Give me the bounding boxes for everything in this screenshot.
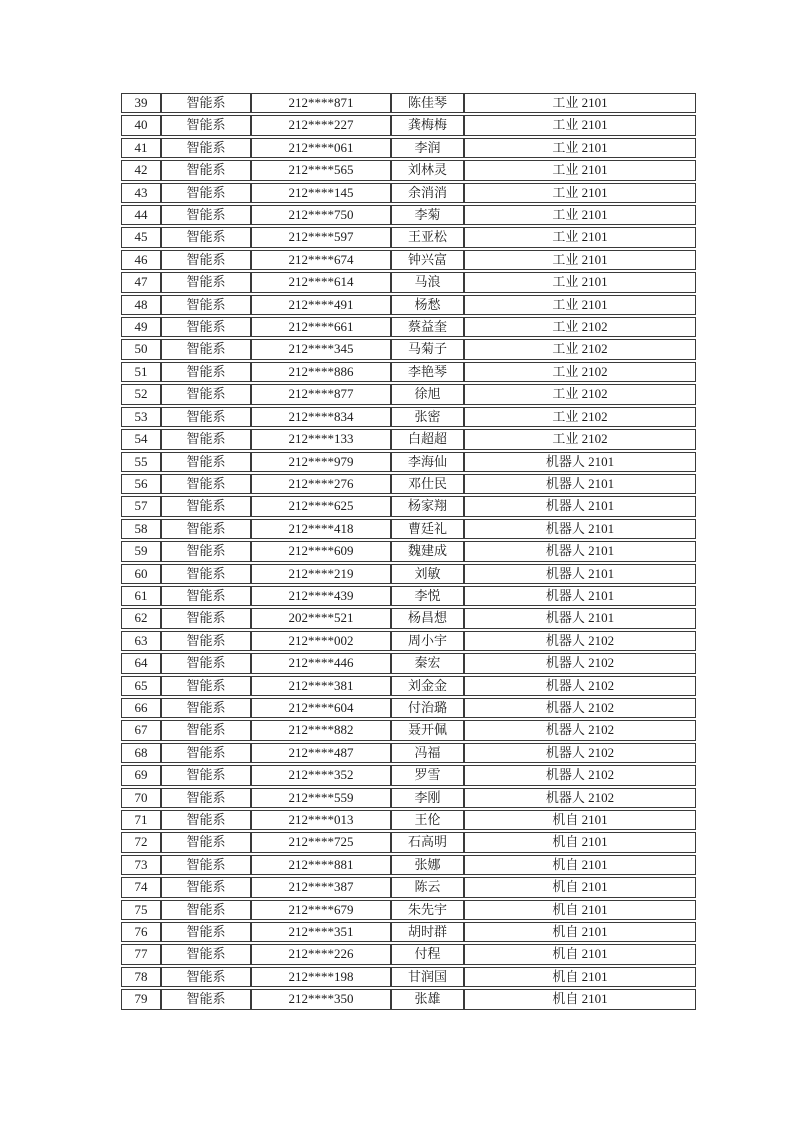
cell-department: 智能系 — [161, 720, 251, 740]
cell-row-number: 49 — [121, 317, 161, 337]
cell-class: 机自 2101 — [464, 900, 696, 920]
cell-row-number: 75 — [121, 900, 161, 920]
cell-row-number: 58 — [121, 519, 161, 539]
cell-row-number: 78 — [121, 967, 161, 987]
cell-student-name: 白超超 — [391, 429, 464, 449]
table-row — [121, 832, 696, 852]
cell-department: 智能系 — [161, 877, 251, 897]
cell-student-id: 212****387 — [251, 877, 391, 897]
table-row — [121, 339, 696, 359]
cell-department: 智能系 — [161, 474, 251, 494]
cell-department: 智能系 — [161, 160, 251, 180]
cell-student-name: 马菊子 — [391, 339, 464, 359]
cell-row-number: 69 — [121, 765, 161, 785]
table-row — [121, 564, 696, 584]
cell-row-number: 46 — [121, 250, 161, 270]
cell-department: 智能系 — [161, 900, 251, 920]
cell-class: 机器人 2102 — [464, 653, 696, 673]
cell-student-id: 212****979 — [251, 452, 391, 472]
cell-student-name: 刘金金 — [391, 676, 464, 696]
cell-student-id: 212****446 — [251, 653, 391, 673]
cell-student-id: 212****614 — [251, 272, 391, 292]
cell-department: 智能系 — [161, 743, 251, 763]
table-row — [121, 743, 696, 763]
cell-department: 智能系 — [161, 452, 251, 472]
cell-row-number: 50 — [121, 339, 161, 359]
table-row — [121, 362, 696, 382]
cell-class: 机器人 2101 — [464, 541, 696, 561]
cell-student-name: 魏建成 — [391, 541, 464, 561]
cell-class: 机器人 2101 — [464, 519, 696, 539]
cell-class: 机自 2101 — [464, 944, 696, 964]
cell-student-id: 212****226 — [251, 944, 391, 964]
student-table-body — [121, 93, 696, 1010]
cell-department: 智能系 — [161, 496, 251, 516]
cell-department: 智能系 — [161, 339, 251, 359]
cell-row-number: 51 — [121, 362, 161, 382]
cell-student-id: 212****625 — [251, 496, 391, 516]
cell-student-id: 212****750 — [251, 205, 391, 225]
cell-class: 工业 2101 — [464, 272, 696, 292]
table-row — [121, 93, 696, 113]
cell-row-number: 70 — [121, 788, 161, 808]
cell-student-name: 杨家翔 — [391, 496, 464, 516]
cell-class: 机自 2101 — [464, 877, 696, 897]
table-row — [121, 788, 696, 808]
cell-class: 工业 2101 — [464, 115, 696, 135]
cell-student-id: 212****597 — [251, 227, 391, 247]
cell-student-id: 212****559 — [251, 788, 391, 808]
cell-department: 智能系 — [161, 519, 251, 539]
cell-department: 智能系 — [161, 295, 251, 315]
table-row — [121, 608, 696, 628]
cell-student-id: 212****418 — [251, 519, 391, 539]
cell-student-name: 余消消 — [391, 183, 464, 203]
cell-student-name: 付程 — [391, 944, 464, 964]
cell-student-id: 212****276 — [251, 474, 391, 494]
cell-student-id: 212****133 — [251, 429, 391, 449]
table-row — [121, 586, 696, 606]
cell-student-id: 212****227 — [251, 115, 391, 135]
table-row — [121, 295, 696, 315]
student-table — [121, 91, 696, 1012]
table-row — [121, 720, 696, 740]
cell-department: 智能系 — [161, 205, 251, 225]
cell-row-number: 68 — [121, 743, 161, 763]
cell-student-name: 张雄 — [391, 989, 464, 1009]
cell-student-name: 胡时群 — [391, 922, 464, 942]
table-row — [121, 541, 696, 561]
cell-department: 智能系 — [161, 138, 251, 158]
cell-student-name: 陈佳琴 — [391, 93, 464, 113]
cell-class: 机自 2101 — [464, 832, 696, 852]
cell-row-number: 59 — [121, 541, 161, 561]
table-row — [121, 474, 696, 494]
table-row — [121, 183, 696, 203]
cell-class: 机器人 2101 — [464, 586, 696, 606]
cell-student-name: 马浪 — [391, 272, 464, 292]
cell-department: 智能系 — [161, 765, 251, 785]
cell-department: 智能系 — [161, 631, 251, 651]
cell-student-id: 212****834 — [251, 407, 391, 427]
cell-student-name: 罗雪 — [391, 765, 464, 785]
cell-student-name: 张密 — [391, 407, 464, 427]
table-row — [121, 989, 696, 1009]
table-row — [121, 496, 696, 516]
cell-class: 工业 2101 — [464, 93, 696, 113]
cell-student-id: 212****061 — [251, 138, 391, 158]
cell-student-id: 212****491 — [251, 295, 391, 315]
cell-class: 工业 2101 — [464, 227, 696, 247]
cell-student-name: 刘敏 — [391, 564, 464, 584]
cell-class: 机器人 2101 — [464, 608, 696, 628]
cell-row-number: 48 — [121, 295, 161, 315]
cell-department: 智能系 — [161, 272, 251, 292]
cell-student-id: 212****725 — [251, 832, 391, 852]
cell-student-name: 杨昌想 — [391, 608, 464, 628]
cell-student-name: 钟兴富 — [391, 250, 464, 270]
cell-student-name: 石高明 — [391, 832, 464, 852]
cell-student-name: 李刚 — [391, 788, 464, 808]
cell-department: 智能系 — [161, 788, 251, 808]
cell-student-id: 212****219 — [251, 564, 391, 584]
table-row — [121, 250, 696, 270]
cell-row-number: 61 — [121, 586, 161, 606]
cell-student-id: 212****881 — [251, 855, 391, 875]
cell-department: 智能系 — [161, 317, 251, 337]
cell-student-name: 王亚松 — [391, 227, 464, 247]
cell-department: 智能系 — [161, 250, 251, 270]
cell-student-id: 202****521 — [251, 608, 391, 628]
table-row — [121, 855, 696, 875]
table-row — [121, 877, 696, 897]
cell-department: 智能系 — [161, 586, 251, 606]
cell-department: 智能系 — [161, 407, 251, 427]
cell-row-number: 64 — [121, 653, 161, 673]
cell-student-name: 邓仕民 — [391, 474, 464, 494]
cell-department: 智能系 — [161, 810, 251, 830]
cell-department: 智能系 — [161, 227, 251, 247]
cell-student-name: 李润 — [391, 138, 464, 158]
cell-student-name: 朱先宇 — [391, 900, 464, 920]
table-row — [121, 653, 696, 673]
cell-row-number: 71 — [121, 810, 161, 830]
cell-row-number: 44 — [121, 205, 161, 225]
table-row — [121, 160, 696, 180]
cell-class: 机器人 2102 — [464, 631, 696, 651]
cell-student-id: 212****871 — [251, 93, 391, 113]
table-row — [121, 317, 696, 337]
cell-class: 工业 2101 — [464, 205, 696, 225]
cell-class: 机自 2101 — [464, 855, 696, 875]
cell-department: 智能系 — [161, 183, 251, 203]
cell-student-id: 212****565 — [251, 160, 391, 180]
cell-student-name: 龚梅梅 — [391, 115, 464, 135]
cell-student-id: 212****345 — [251, 339, 391, 359]
cell-class: 工业 2101 — [464, 138, 696, 158]
cell-department: 智能系 — [161, 541, 251, 561]
cell-student-id: 212****145 — [251, 183, 391, 203]
cell-student-name: 曹廷礼 — [391, 519, 464, 539]
table-row — [121, 452, 696, 472]
cell-class: 机器人 2102 — [464, 788, 696, 808]
cell-class: 机自 2101 — [464, 922, 696, 942]
cell-department: 智能系 — [161, 967, 251, 987]
cell-row-number: 74 — [121, 877, 161, 897]
cell-student-id: 212****882 — [251, 720, 391, 740]
cell-student-id: 212****674 — [251, 250, 391, 270]
cell-student-name: 秦宏 — [391, 653, 464, 673]
table-row — [121, 429, 696, 449]
cell-class: 工业 2102 — [464, 384, 696, 404]
table-row — [121, 631, 696, 651]
cell-student-id: 212****198 — [251, 967, 391, 987]
cell-class: 机器人 2102 — [464, 676, 696, 696]
cell-student-id: 212****604 — [251, 698, 391, 718]
cell-row-number: 42 — [121, 160, 161, 180]
cell-row-number: 53 — [121, 407, 161, 427]
cell-student-name: 王伦 — [391, 810, 464, 830]
cell-row-number: 41 — [121, 138, 161, 158]
cell-student-name: 刘林灵 — [391, 160, 464, 180]
cell-row-number: 63 — [121, 631, 161, 651]
cell-row-number: 79 — [121, 989, 161, 1009]
cell-row-number: 67 — [121, 720, 161, 740]
cell-student-name: 冯福 — [391, 743, 464, 763]
table-row — [121, 765, 696, 785]
cell-class: 工业 2102 — [464, 362, 696, 382]
cell-class: 工业 2102 — [464, 339, 696, 359]
table-row — [121, 944, 696, 964]
cell-student-id: 212****439 — [251, 586, 391, 606]
cell-row-number: 77 — [121, 944, 161, 964]
cell-row-number: 47 — [121, 272, 161, 292]
cell-student-id: 212****013 — [251, 810, 391, 830]
cell-class: 工业 2102 — [464, 407, 696, 427]
cell-row-number: 43 — [121, 183, 161, 203]
cell-department: 智能系 — [161, 608, 251, 628]
cell-student-id: 212****381 — [251, 676, 391, 696]
cell-student-name: 甘润国 — [391, 967, 464, 987]
cell-class: 机器人 2102 — [464, 720, 696, 740]
cell-row-number: 62 — [121, 608, 161, 628]
cell-student-name: 李菊 — [391, 205, 464, 225]
cell-student-id: 212****002 — [251, 631, 391, 651]
table-row — [121, 138, 696, 158]
cell-class: 机器人 2101 — [464, 564, 696, 584]
cell-row-number: 60 — [121, 564, 161, 584]
table-row — [121, 698, 696, 718]
cell-student-id: 212****661 — [251, 317, 391, 337]
cell-student-name: 聂开佩 — [391, 720, 464, 740]
cell-class: 机自 2101 — [464, 967, 696, 987]
cell-student-name: 李悦 — [391, 586, 464, 606]
cell-student-id: 212****877 — [251, 384, 391, 404]
table-row — [121, 900, 696, 920]
cell-department: 智能系 — [161, 429, 251, 449]
cell-department: 智能系 — [161, 384, 251, 404]
cell-student-id: 212****351 — [251, 922, 391, 942]
cell-student-name: 付治璐 — [391, 698, 464, 718]
cell-student-name: 张娜 — [391, 855, 464, 875]
cell-class: 机器人 2101 — [464, 474, 696, 494]
table-row — [121, 519, 696, 539]
cell-class: 机器人 2102 — [464, 765, 696, 785]
cell-class: 机器人 2102 — [464, 743, 696, 763]
cell-department: 智能系 — [161, 115, 251, 135]
cell-student-name: 徐旭 — [391, 384, 464, 404]
table-row — [121, 205, 696, 225]
cell-student-id: 212****352 — [251, 765, 391, 785]
cell-row-number: 73 — [121, 855, 161, 875]
table-row — [121, 384, 696, 404]
table-row — [121, 272, 696, 292]
cell-department: 智能系 — [161, 676, 251, 696]
cell-class: 工业 2101 — [464, 183, 696, 203]
table-row — [121, 227, 696, 247]
cell-class: 机自 2101 — [464, 989, 696, 1009]
cell-row-number: 52 — [121, 384, 161, 404]
cell-row-number: 54 — [121, 429, 161, 449]
cell-class: 机器人 2101 — [464, 496, 696, 516]
cell-department: 智能系 — [161, 922, 251, 942]
cell-class: 工业 2102 — [464, 429, 696, 449]
cell-row-number: 57 — [121, 496, 161, 516]
cell-class: 工业 2101 — [464, 250, 696, 270]
cell-row-number: 72 — [121, 832, 161, 852]
cell-department: 智能系 — [161, 93, 251, 113]
cell-student-name: 李艳琴 — [391, 362, 464, 382]
cell-department: 智能系 — [161, 362, 251, 382]
cell-class: 机器人 2102 — [464, 698, 696, 718]
cell-student-name: 周小宇 — [391, 631, 464, 651]
cell-row-number: 40 — [121, 115, 161, 135]
cell-row-number: 76 — [121, 922, 161, 942]
cell-class: 工业 2101 — [464, 160, 696, 180]
cell-class: 工业 2102 — [464, 317, 696, 337]
cell-row-number: 45 — [121, 227, 161, 247]
cell-student-name: 蔡益奎 — [391, 317, 464, 337]
table-row — [121, 810, 696, 830]
cell-student-id: 212****487 — [251, 743, 391, 763]
table-row — [121, 115, 696, 135]
table-row — [121, 922, 696, 942]
cell-class: 机自 2101 — [464, 810, 696, 830]
cell-student-id: 212****609 — [251, 541, 391, 561]
cell-department: 智能系 — [161, 832, 251, 852]
cell-student-name: 陈云 — [391, 877, 464, 897]
cell-class: 工业 2101 — [464, 295, 696, 315]
cell-row-number: 55 — [121, 452, 161, 472]
table-row — [121, 676, 696, 696]
cell-student-id: 212****679 — [251, 900, 391, 920]
cell-student-name: 杨愁 — [391, 295, 464, 315]
table-row — [121, 967, 696, 987]
cell-student-id: 212****350 — [251, 989, 391, 1009]
cell-department: 智能系 — [161, 944, 251, 964]
cell-department: 智能系 — [161, 564, 251, 584]
cell-department: 智能系 — [161, 989, 251, 1009]
cell-row-number: 39 — [121, 93, 161, 113]
cell-student-name: 李海仙 — [391, 452, 464, 472]
cell-row-number: 66 — [121, 698, 161, 718]
cell-department: 智能系 — [161, 653, 251, 673]
cell-row-number: 56 — [121, 474, 161, 494]
cell-department: 智能系 — [161, 855, 251, 875]
cell-row-number: 65 — [121, 676, 161, 696]
cell-department: 智能系 — [161, 698, 251, 718]
table-row — [121, 407, 696, 427]
cell-student-id: 212****886 — [251, 362, 391, 382]
cell-class: 机器人 2101 — [464, 452, 696, 472]
